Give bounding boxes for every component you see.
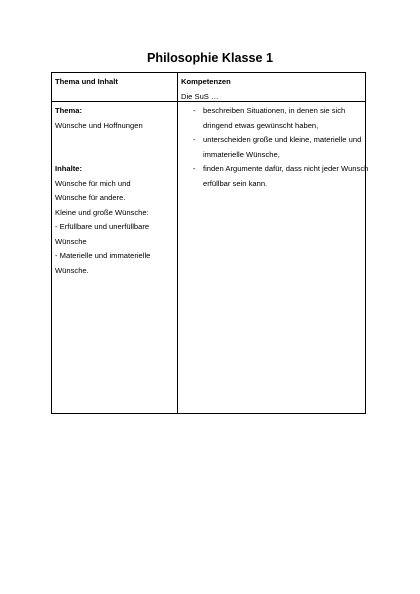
competency-line: erfüllbar sein kann.	[203, 178, 268, 188]
lesson-plan-table	[51, 72, 369, 414]
inhalte-label: Inhalte:	[55, 164, 83, 173]
competencies-cell	[181, 104, 369, 191]
inhalte-line: Wünsche für andere.	[55, 193, 126, 202]
competency-line: beschreiben Situationen, in denen sie sich	[203, 106, 346, 115]
inhalte-line: Wünsche	[55, 236, 87, 246]
inhalte-line: - Erfüllbare und unerfüllbare	[55, 222, 150, 231]
competency-item	[181, 162, 369, 191]
header-competencies-subtitle: Die SuS …	[181, 91, 219, 101]
competency-item	[181, 133, 363, 162]
competency-line: immaterielle Wünsche,	[203, 149, 280, 159]
bullet-dash: -	[193, 164, 196, 173]
competency-line: dringend etwas gewünscht haben,	[203, 120, 319, 130]
header-competencies-cell	[181, 75, 363, 104]
competency-line: unterscheiden große und kleine, materielle und	[203, 135, 362, 144]
bullet-dash: -	[193, 106, 196, 115]
header-competencies-label: Kompetenzen	[181, 77, 231, 86]
spacer	[55, 133, 173, 162]
page-title: Philosophie Klasse 1	[147, 51, 273, 65]
header-topic-label: Thema und Inhalt	[55, 77, 118, 86]
competency-list	[181, 104, 369, 191]
inhalte-line: - Materielle und immaterielle	[55, 251, 151, 260]
competency-item	[181, 104, 363, 133]
inhalte-line: Wünsche für mich und	[55, 178, 131, 188]
inhalte-line: Kleine und große Wünsche:	[55, 207, 149, 217]
thema-text: Wünsche und Hoffnungen	[55, 120, 143, 130]
topic-content-cell	[55, 104, 173, 278]
column-divider	[177, 73, 178, 413]
header-topic-cell	[55, 75, 118, 90]
inhalte-line: Wünsche.	[55, 265, 89, 275]
competency-line: finden Argumente dafür, dass nicht jeder Wunsch	[203, 164, 369, 173]
bullet-dash: -	[193, 135, 196, 144]
thema-label: Thema:	[55, 106, 83, 115]
